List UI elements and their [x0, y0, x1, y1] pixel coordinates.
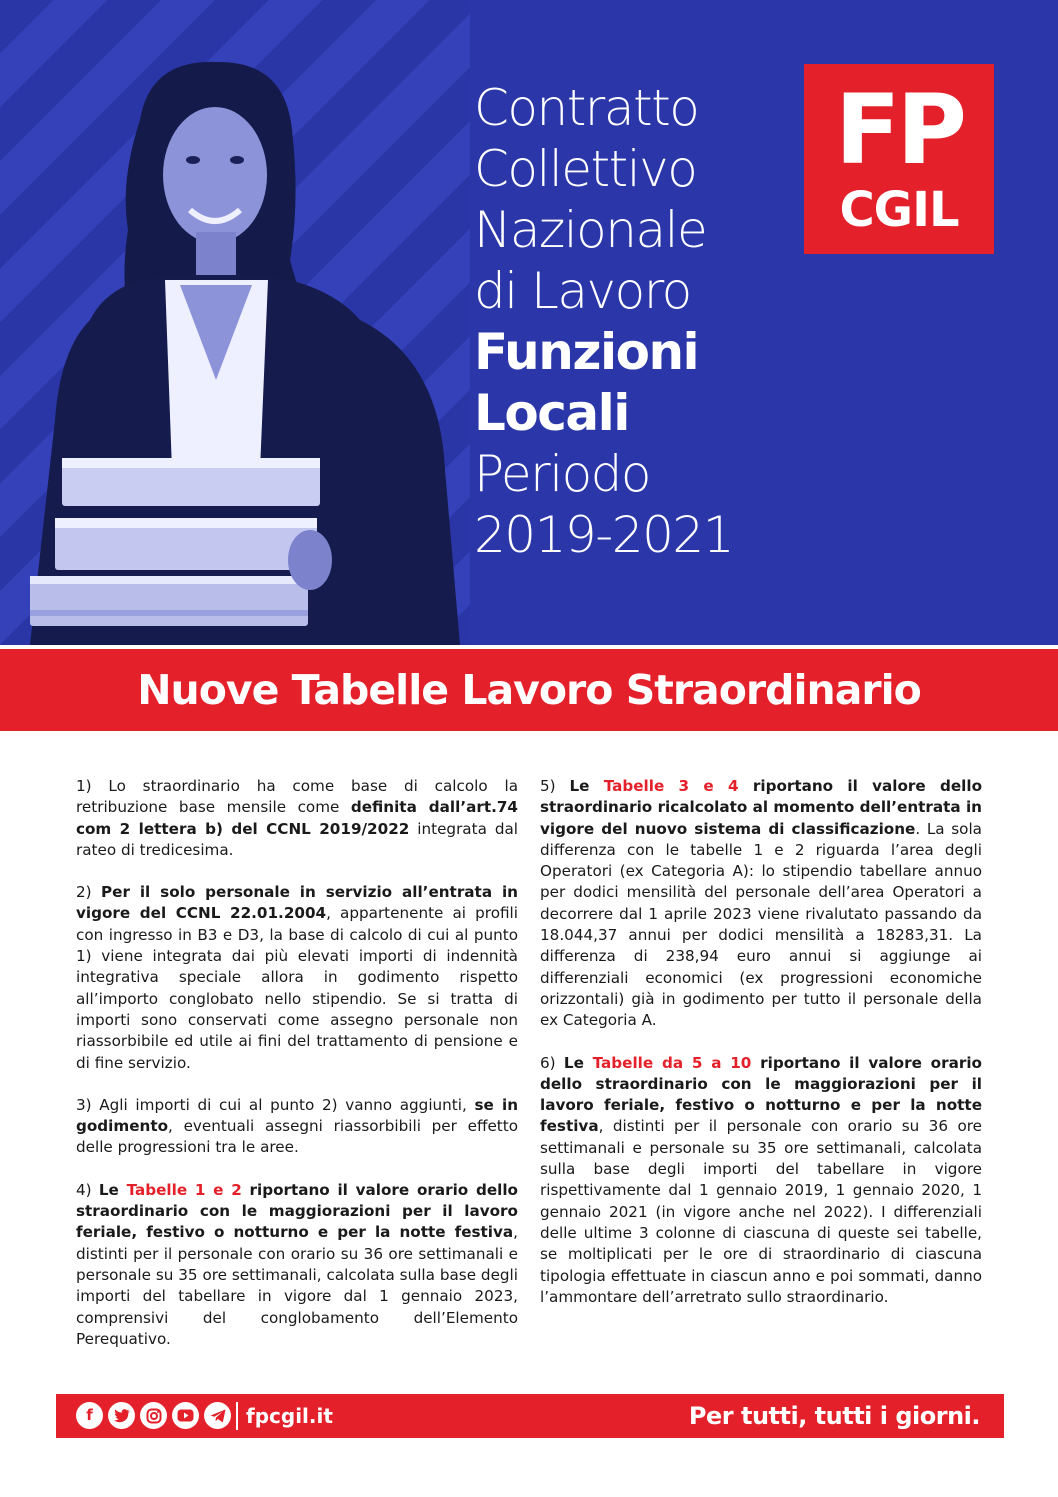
fp-cgil-logo [804, 64, 994, 254]
section-6-bold-lead: Le [563, 1053, 593, 1072]
section-2-number: 2) [76, 883, 102, 902]
logo-cgil-text: CGIL [839, 182, 959, 238]
footer-divider [236, 1402, 238, 1430]
title-line-3: Nazionale [474, 201, 707, 259]
section-1-bold: definita dall’art.74 com 2 lettera b) del CCNL 2019/2022 [76, 798, 518, 838]
section-4-table-ref: Tabelle 1 e 2 [126, 1180, 242, 1199]
section-1 [76, 776, 518, 861]
section-3-bold: se in godimento [76, 1095, 519, 1136]
section-5 [540, 776, 982, 1032]
instagram-icon[interactable] [140, 1402, 167, 1429]
contract-title [474, 78, 794, 566]
section-4-number: 4) [76, 1180, 99, 1199]
title-line-4: di Lavoro [474, 262, 691, 320]
youtube-icon[interactable] [172, 1402, 199, 1429]
section-6-text: , distinti per il personale con orario su 36 ore settimanali e personale su 35 ore settimanali, calcolata sulla base degli importi del tabellare in vigore rispettivamente dal 1 gennaio 2019, 1 gennaio 2020, 1 gennaio 2021 (in vigore anche nel 2022). I differenziali delle ultime 3 colonne di ciascuna di queste sei tabelle, se moltiplicati per le ore di straordinario di ciascuna tipologia effettuate in ciascun anno e poi sommati, danno l’ammontare dell’arretrato sullo straordinario. [540, 1117, 982, 1306]
footer-slogan: Per tutti, tutti i giorni. [688, 1402, 980, 1430]
section-4-bold: riportano il valore orario dello straordinario con le maggiorazioni per il lavoro feriale, festivo o notturno e per la notte festiva [76, 1180, 518, 1242]
section-2 [76, 882, 518, 1074]
section-1-text: 1) Lo straordinario ha come base di calcolo la retribuzione base mensile come [76, 777, 518, 817]
section-3-text: 3) Agli importi di cui al punto 2) vanno aggiunti, [76, 1095, 475, 1114]
section-4-bold-lead: Le [98, 1180, 127, 1199]
title-line-2: Collettivo [474, 140, 697, 198]
section-1-tail: integrata dal rateo di tredicesima. [76, 819, 518, 859]
period-years: 2019-2021 [474, 506, 734, 564]
logo-fp-text: FP [835, 74, 963, 186]
section-3 [76, 1095, 518, 1159]
section-3-tail: , eventuali assegni riassorbibili per effetto delle progressioni tra le aree. [76, 1117, 518, 1157]
section-5-bold: riportano il valore dello straordinario ricalcolato al momento dell’entrata in vigore del nuovo sistema di classificazione [540, 777, 983, 838]
section-5-text: . La sola differenza con le tabelle 1 e 2 riguarda l’area degli Operatori (ex Categoria A): lo stipendio tabellare annuo per dodici mensilità del personale dell’area Operatori a decorrere dal 1 aprile 2023 viene rivalutato passando da 18.044,37 annui per dodici mensilità a 18283,31. La differenza di 238,94 euro annui si aggiunge ai differenziali economici (ex progressioni economiche orizzontali) già in godimento per tutto il personale della ex Categoria A. [540, 819, 982, 1030]
hero-header [0, 0, 1058, 645]
section-5-number: 5) [540, 777, 570, 795]
footer-bar [56, 1394, 1004, 1438]
right-column [540, 776, 982, 1329]
section-6-number: 6) [540, 1053, 564, 1072]
title-bold-line-2: Locali [474, 384, 629, 442]
telegram-icon[interactable] [204, 1402, 231, 1429]
facebook-icon[interactable]: f [76, 1402, 103, 1429]
website-link[interactable]: fpcgil.it [246, 1404, 333, 1428]
section-4-text: , distinti per il personale con orario su 36 ore settimanali e personale su 35 ore settimanali, calcolata sulla base degli importi del tabellare in vigore dal 1 gennaio 2023, comprensivi del conglobamento dell’Elemento Perequativo. [76, 1223, 518, 1348]
section-2-text: , appartenente ai profili con ingresso in B3 e D3, la base di calcolo di cui al punto 1) viene integrata dai più elevati importi di indennità integrativa speciale allora in godimento rispetto all’importo conglobato nello stipendio. Se si tratta di importi sono conservati come assegno personale non riassorbibile ed utile ai fini del trattamento di pensione e di fine servizio. [76, 904, 518, 1072]
woman-with-books-photo [0, 0, 470, 645]
social-links [76, 1402, 231, 1430]
section-4 [76, 1180, 518, 1350]
banner-title: Nuove Tabelle Lavoro Straordinario [0, 649, 1058, 731]
twitter-icon[interactable] [108, 1402, 135, 1429]
section-6 [540, 1053, 982, 1309]
section-2-bold: Per il solo personale in servizio all’entrata in vigore del CCNL 22.01.2004 [76, 883, 518, 923]
left-column [76, 776, 518, 1371]
title-bold-line-1: Funzioni [474, 323, 699, 381]
section-6-bold: riportano il valore orario dello straordinario con le maggiorazioni per il lavoro feriale, festivo o notturno e per la notte festiva [540, 1053, 982, 1136]
section-5-bold-lead: Le [569, 777, 604, 795]
section-6-table-ref: Tabelle da 5 a 10 [592, 1053, 752, 1072]
period-label: Periodo [474, 445, 650, 503]
section-5-table-ref: Tabelle 3 e 4 [603, 777, 739, 795]
title-line-1: Contratto [474, 79, 699, 137]
